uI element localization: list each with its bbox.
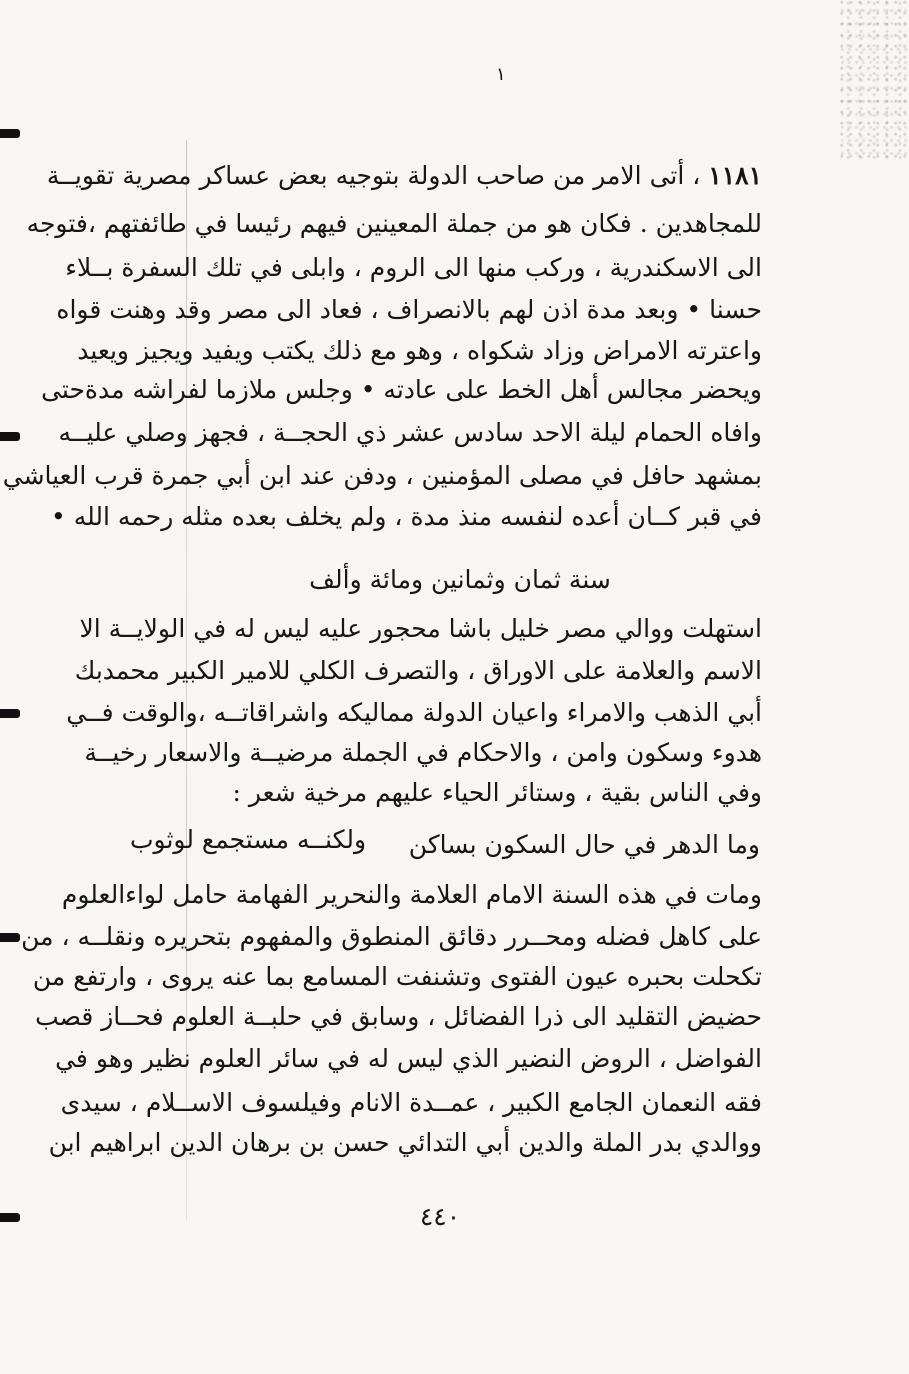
paragraph1-line-1 — [46, 156, 762, 198]
paragraph2-line-1: استهلت ووالي مصر خليل باشا محجور عليه ليس له في الولايــة الا — [79, 614, 762, 643]
verse-second-hemistich: ولكنــه مستجمع لوثوب — [130, 825, 367, 854]
section-title: سنة ثمان وثمانين ومائة وألف — [309, 565, 611, 594]
paragraph2-line-3: أبي الذهب والامراء واعيان الدولة مماليكه واشراقاتــه ،والوقت فــي — [66, 698, 762, 727]
binding-mark — [0, 1213, 20, 1222]
paragraph3-line-6: فقه النعمان الجامع الكبير ، عمــدة الانام وفيلسوف الاســلام ، سيدى — [60, 1088, 762, 1117]
paragraph1-line-9: في قبر كــان أعده لنفسه منذ مدة ، ولم يخلف بعده مثله رحمه الله • — [51, 502, 762, 531]
paragraph1-line-2: للمجاهدين . فكان هو من جملة المعينين فيهم رئيسا في طائفتهم ،فتوجه — [26, 209, 762, 238]
top-mark: ١ — [496, 64, 506, 85]
paragraph1-line-8: بمشهد حافل في مصلى المؤمنين ، ودفن عند ابن أبي جمرة قرب العياشي — [2, 461, 762, 490]
paragraph3-line-4: حضيض التقليد الى ذرا الفضائل ، وسابق في حلبــة العلوم فحــاز قصب — [35, 1002, 762, 1031]
paragraph3-line-7: ووالدي بدر الملة والدين أبي التدائي حسن بن برهان الدين ابراهيم ابن — [48, 1128, 762, 1157]
paragraph3-line-2: على كاهل فضله ومحــرر دقائق المنطوق والمفهوم بتحريره ونقلــه ، من — [21, 922, 762, 951]
paragraph2-line-5: وفي الناس بقية ، وستائر الحياء عليهم مرخية شعر : — [232, 778, 762, 807]
paragraph3-line-1: ومات في هذه السنة الامام العلامة والنحرير الفهامة حامل لواءالعلوم — [61, 880, 762, 909]
binding-mark — [0, 709, 20, 718]
paragraph1-line-6: ويحضر مجالس أهل الخط على عادته • وجلس ملازما لفراشه مدةحتى — [41, 375, 762, 404]
paragraph1-line-5: واعترته الامراض وزاد شكواه ، وهو مع ذلك يكتب ويفيد ويجيز ويعيد — [77, 336, 762, 365]
paragraph1-line-1-text: ، أتى الامر من صاحب الدولة بتوجيه بعض عساكر مصرية تقويــة — [46, 161, 709, 190]
year-number: ١١٨١ — [708, 161, 762, 190]
binding-mark — [0, 129, 20, 138]
binding-mark — [0, 933, 20, 942]
verse-first-hemistich: وما الدهر في حال السكون بساكن — [408, 830, 760, 859]
page-number: ٤٤٠ — [419, 1202, 461, 1231]
paragraph3-line-3: تكحلت بحبره عيون الفتوى وتشنفت المسامع بما عنه يروى ، وارتفع من — [32, 962, 762, 991]
binding-mark — [0, 432, 20, 441]
scan-edge-noise — [839, 0, 909, 160]
paragraph3-line-5: الفواضل ، الروض النضير الذي ليس له في سائر العلوم نظير وهو في — [55, 1044, 762, 1073]
paragraph1-line-7: وافاه الحمام ليلة الاحد سادس عشر ذي الحجــة ، فجهز وصلي عليــه — [58, 418, 762, 447]
paragraph2-line-2: الاسم والعلامة على الاوراق ، والتصرف الكلي للامير الكبير محمدبك — [74, 656, 762, 685]
paragraph1-line-4: حسنا • وبعد مدة اذن لهم بالانصراف ، فعاد الى مصر وقد وهنت قواه — [56, 295, 762, 324]
paragraph2-line-4: هدوء وسكون وامن ، والاحكام في الجملة مرضيــة والاسعار رخيــة — [84, 738, 762, 767]
paragraph1-line-3: الى الاسكندرية ، وركب منها الى الروم ، وابلى في تلك السفرة بــلاء — [65, 253, 762, 282]
